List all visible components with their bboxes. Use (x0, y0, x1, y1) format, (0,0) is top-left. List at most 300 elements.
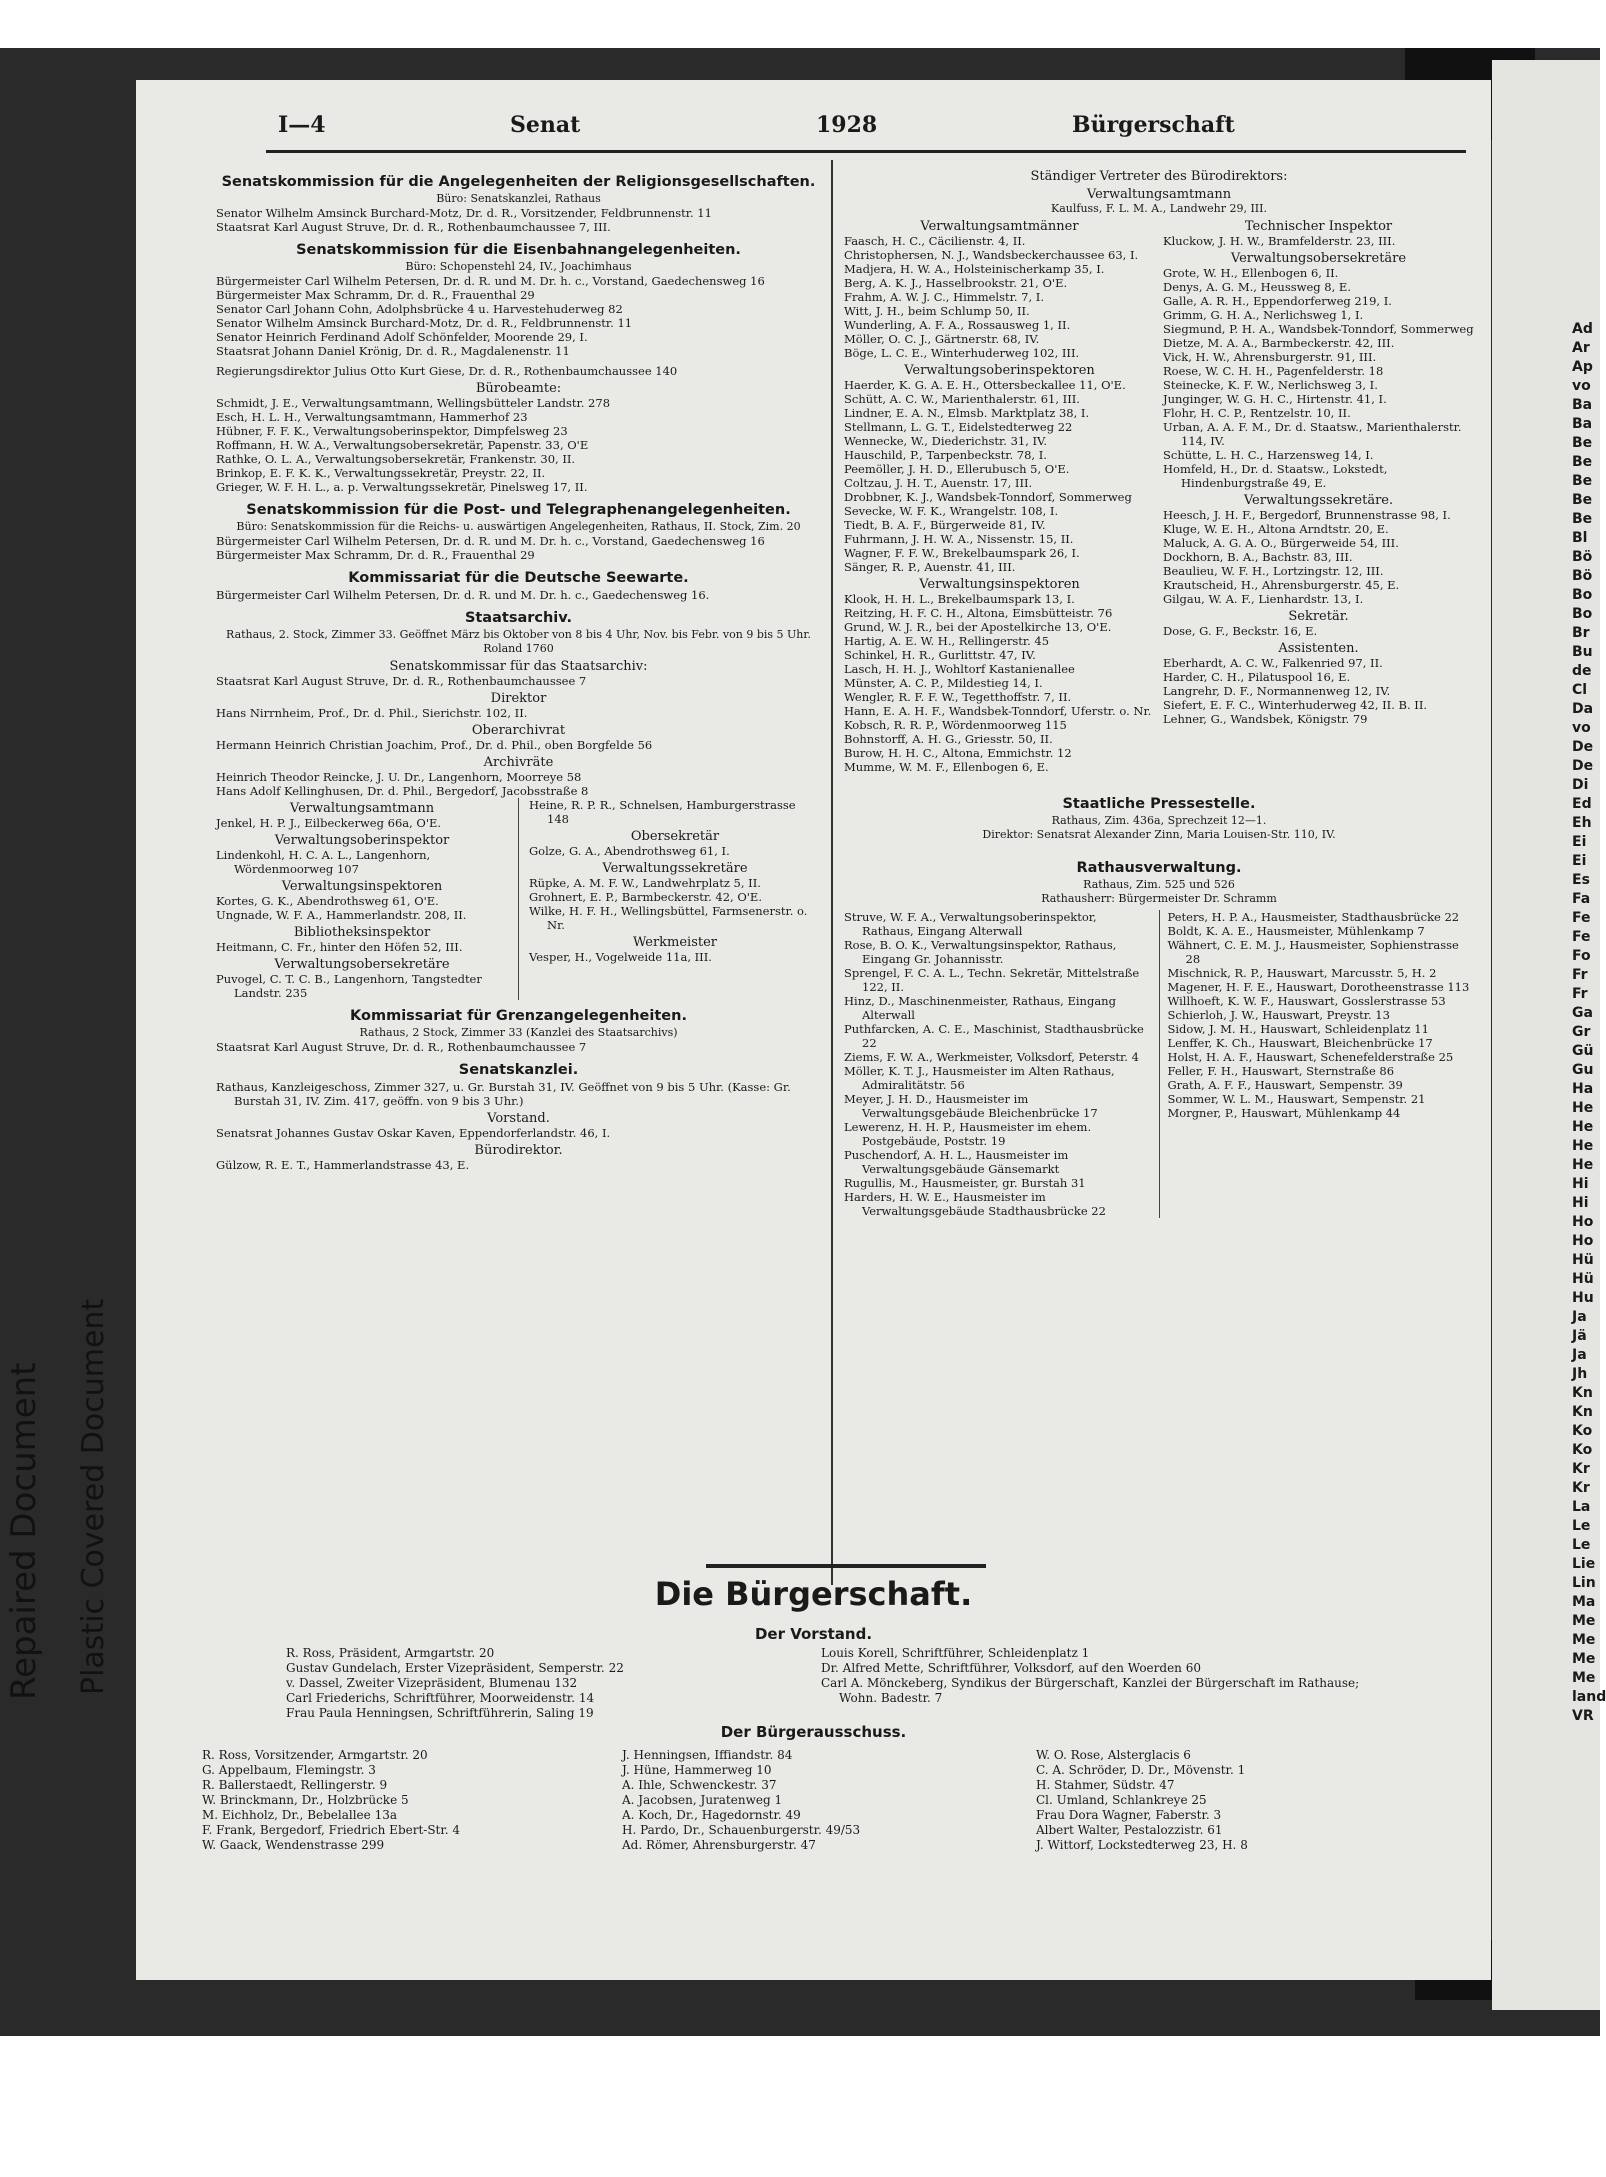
list-item: Rose, B. O. K., Verwaltungsinspektor, Rathaus, Eingang Gr. Johannisstr. (844, 938, 1117, 966)
list-item: Coltzau, J. H. T., Auenstr. 17, III. (844, 476, 1033, 490)
neighbor-line: Be (1572, 492, 1593, 508)
neighbor-line: Ha (1572, 1081, 1594, 1097)
subheading: Verwaltungsamtmann (289, 801, 435, 816)
list-item: Langrehr, D. F., Normannenweg 12, IV. (1163, 684, 1391, 698)
office-line: Rathaus, 2 Stock, Zimmer 33 (Kanzlei des Staatsarchivs) (359, 1026, 678, 1039)
document-page (136, 80, 1491, 1980)
list-item: A. Ihle, Schwenckestr. 37 (622, 1778, 777, 1792)
list-item: Carl Friederichs, Schriftführer, Moorweidenstr. 14 (286, 1691, 595, 1705)
neighbor-line: Fa (1572, 891, 1591, 907)
list-item: Rugullis, M., Hausmeister, gr. Burstah 31 (844, 1176, 1086, 1190)
entry: Hans Adolf Kellinghusen, Dr. d. Phil., Bergedorf, Jacobsstraße 8 (216, 784, 589, 798)
neighbor-line: land (1572, 1689, 1606, 1705)
neighbor-line: Cl (1572, 682, 1588, 698)
neighbor-line: Me (1572, 1613, 1596, 1629)
list-item: Peemöller, J. H. D., Ellerubusch 5, O'E. (844, 462, 1070, 476)
neighbor-line: Bu (1572, 644, 1593, 660)
list-item: Krautscheid, H., Ahrensburgerstr. 45, E. (1163, 578, 1400, 592)
list-item: Hann, E. A. H. F., Wandsbek-Tonndorf, Uferstr. o. Nr. (844, 704, 1152, 718)
neighbor-line: Da (1572, 701, 1594, 717)
list-item: Möller, O. C. J., Gärtnerstr. 68, IV. (844, 332, 1040, 346)
list-item: Kluge, W. E. H., Altona Arndtstr. 20, E. (1163, 522, 1389, 536)
subheading: Oberarchivrat (471, 723, 566, 738)
list-item: Rüpke, A. M. F. W., Landwehrplatz 5, II. (529, 876, 761, 890)
list-item: Möller, K. T. J., Hausmeister im Alten Rathaus, Admiralitätstr. 56 (844, 1064, 1115, 1092)
section-title: Staatliche Pressestelle. (1062, 796, 1256, 812)
list-item: Beaulieu, W. F. H., Lortzingstr. 12, III. (1163, 564, 1384, 578)
staff-columns (216, 798, 821, 1000)
entry: Kaulfuss, F. L. M. A., Landwehr 29, III. (1051, 202, 1267, 215)
list-item: Sänger, R. P., Auenstr. 41, III. (844, 560, 1016, 574)
list-item: Wagner, F. F. W., Brekelbaumspark 26, I. (844, 546, 1080, 560)
entry: Gülzow, R. E. T., Hammerlandstrasse 43, E. (216, 1158, 470, 1172)
list-item: Ad. Römer, Ahrensburgerstr. 47 (622, 1838, 816, 1852)
neighbor-line: vo (1572, 720, 1591, 736)
list-item: Schmidt, J. E., Verwaltungsamtmann, Wellingsbütteler Landstr. 278 (216, 396, 611, 410)
neighbor-line: Lie (1572, 1556, 1596, 1572)
neighbor-line: Ko (1572, 1442, 1593, 1458)
list-item: Mumme, W. M. F., Ellenbogen 6, E. (844, 760, 1049, 774)
list-item: Willhoeft, K. W. F., Hauswart, Gosslerstrasse 53 (1167, 994, 1446, 1008)
list-item: Grath, A. F. F., Hauswart, Sempenstr. 39 (1167, 1078, 1403, 1092)
list-item: Eberhardt, A. C. W., Falkenried 97, II. (1163, 656, 1383, 670)
adjacent-page (1492, 60, 1606, 2010)
entry: Staatsrat Karl August Struve, Dr. d. R., Rothenbaumchaussee 7, III. (216, 220, 611, 234)
list-item: Rathke, O. L. A., Verwaltungsobersekretär, Frankenstr. 30, II. (216, 452, 576, 466)
neighbor-line: Fe (1572, 910, 1591, 926)
section-title: Senatskommission für die Eisenbahnangelegenheiten. (296, 242, 741, 258)
split-rule (518, 798, 519, 1000)
list-item: Homfeld, H., Dr. d. Staatsw., Lokstedt, Hindenburgstraße 49, E. (1163, 462, 1388, 490)
staff-column-a (844, 216, 1155, 774)
entry: Regierungsdirektor Julius Otto Kurt Giese, Dr. d. R., Rothenbaumchaussee 140 (216, 364, 678, 378)
entry: Bürgermeister Max Schramm, Dr. d. R., Frauenthal 29 (216, 288, 535, 302)
list-item: H. Stahmer, Südstr. 47 (1036, 1778, 1175, 1792)
list-item: Heitmann, C. Fr., hinter den Höfen 52, III. (216, 940, 463, 954)
list-item: Mischnick, R. P., Hauswart, Marcusstr. 5, H. 2 (1167, 966, 1437, 980)
list-item: A. Jacobsen, Juratenweg 1 (622, 1793, 783, 1807)
entry: Staatsrat Karl August Struve, Dr. d. R., Rothenbaumchaussee 7 (216, 674, 587, 688)
list-item: Dr. Alfred Mette, Schriftführer, Volksdorf, auf den Woerden 60 (821, 1661, 1201, 1675)
list-item: Dockhorn, B. A., Bachstr. 83, III. (1163, 550, 1353, 564)
list-item: Peters, H. P. A., Hausmeister, Stadthausbrücke 22 (1167, 910, 1460, 924)
neighbor-line: Hu (1572, 1290, 1594, 1306)
neighbor-line: de (1572, 663, 1592, 679)
list-item: Christophersen, N. J., Wandsbeckerchaussee 63, I. (844, 248, 1139, 262)
header-year: 1928 (816, 112, 878, 138)
section-title: Staatsarchiv. (464, 610, 573, 626)
neighbor-line: Be (1572, 511, 1593, 527)
list-item: Holst, H. A. F., Hauswart, Schenefelderstraße 25 (1167, 1050, 1454, 1064)
neighbor-line: Fe (1572, 929, 1591, 945)
list-item: Drobbner, K. J., Wandsbek-Tonndorf, Sommerweg (844, 490, 1132, 504)
list-item: Morgner, P., Hauswart, Mühlenkamp 44 (1167, 1106, 1401, 1120)
neighbor-line: Br (1572, 625, 1590, 641)
neighbor-line: Hü (1572, 1252, 1594, 1268)
neighbor-line: Ja (1572, 1347, 1587, 1363)
list-item: Urban, A. A. F. M., Dr. d. Staatsw., Marienthalerstr. 114, IV. (1163, 420, 1462, 448)
list-item: Junginger, W. G. H. C., Hirtenstr. 41, I. (1163, 392, 1387, 406)
list-item: Dietze, M. A. A., Barmbeckerstr. 42, III. (1163, 336, 1395, 350)
list-item: Schinkel, H. R., Gurlittstr. 47, IV. (844, 648, 1036, 662)
list-item: H. Pardo, Dr., Schauenburgerstr. 49/53 (622, 1823, 861, 1837)
ausschuss-heading: Der Bürgerausschuss. (720, 1723, 907, 1741)
entry: Senator Carl Johann Cohn, Adolphsbrücke 4 u. Harvestehuderweg 82 (216, 302, 623, 316)
list-item: Hübner, F. F. K., Verwaltungsoberinspektor, Dimpfelsweg 23 (216, 424, 568, 438)
entry: Heinrich Theodor Reincke, J. U. Dr., Langenhorn, Moorreye 58 (216, 770, 582, 784)
entry: Senatsrat Johannes Gustav Oskar Kaven, Eppendorferlandstr. 46, I. (216, 1126, 611, 1140)
section-title: Senatskommission für die Post- und Telegraphenangelegenheiten. (246, 502, 791, 518)
list-item: Wengler, R. F. F. W., Tegetthoffstr. 7, II. (844, 690, 1072, 704)
list-item: Albert Walter, Pestalozzistr. 61 (1036, 1823, 1223, 1837)
list-item: Flohr, H. C. P., Rentzelstr. 10, II. (1163, 406, 1351, 420)
neighbor-line: Fr (1572, 967, 1588, 983)
list-item: M. Eichholz, Dr., Bebelallee 13a (202, 1808, 397, 1822)
neighbor-line: Ar (1572, 340, 1590, 356)
section-title: Kommissariat für Grenzangelegenheiten. (350, 1008, 687, 1024)
neighbor-line: VR (1572, 1708, 1594, 1724)
subheading: Verwaltungssekretäre. (1243, 493, 1394, 508)
entry: Rathausherr: Bürgermeister Dr. Schramm (1041, 892, 1277, 905)
neighbor-line: Kn (1572, 1385, 1593, 1401)
list-item: Grimm, G. H. A., Nerlichsweg 1, I. (1163, 308, 1364, 322)
entry: Senator Wilhelm Amsinck Burchard-Motz, Dr. d. R., Feldbrunnenstr. 11 (216, 316, 633, 330)
list-item: Hartig, A. E. W. H., Rellingerstr. 45 (844, 634, 1050, 648)
section-title: Rathausverwaltung. (1076, 860, 1242, 876)
list-item: Stellmann, L. G. T., Eidelstedterweg 22 (844, 420, 1073, 434)
list-item: Galle, A. R. H., Eppendorferweg 219, I. (1163, 294, 1392, 308)
list-item: Wilke, H. F. H., Wellingsbüttel, Farmsenerstr. o. Nr. (529, 904, 808, 932)
list-item: F. Frank, Bergedorf, Friedrich Ebert-Str. 4 (202, 1823, 461, 1837)
list-item: Fuhrmann, J. H. W. A., Nissenstr. 15, II. (844, 532, 1074, 546)
list-item: Lindner, E. A. N., Elmsb. Marktplatz 38, I. (844, 406, 1090, 420)
subheading: Verwaltungsobersekretäre (274, 957, 450, 972)
section-title: Senatskommission für die Angelegenheiten der Religionsgesellschaften. (221, 174, 816, 190)
list-item: Esch, H. L. H., Verwaltungsamtmann, Hammerhof 23 (216, 410, 528, 424)
list-item: Cl. Umland, Schlankreye 25 (1036, 1793, 1207, 1807)
neighbor-line: Gu (1572, 1062, 1594, 1078)
right-column (844, 166, 1474, 1218)
subheading: Vorstand. (487, 1111, 550, 1126)
subheading: Verwaltungsinspektoren (281, 879, 443, 894)
list-item: Grieger, W. F. H. L., a. p. Verwaltungssekretär, Pinelsweg 17, II. (216, 480, 588, 494)
list-item: Haerder, K. G. A. E. H., Ottersbeckallee 11, O'E. (844, 378, 1126, 392)
list-item: J. Wittorf, Lockstedterweg 23, H. 8 (1036, 1838, 1248, 1852)
list-item: C. A. Schröder, D. Dr., Mövenstr. 1 (1036, 1763, 1246, 1777)
buergerschaft-title: Die Bürgerschaft. (654, 1575, 973, 1613)
plastic-covered-label: Plastic Covered Document (76, 1298, 111, 1695)
list-item: Kluckow, J. H. W., Bramfelderstr. 23, III. (1163, 234, 1396, 248)
list-item: Grote, W. H., Ellenbogen 6, II. (1163, 266, 1339, 280)
neighbor-line: Me (1572, 1632, 1596, 1648)
subheading: Technischer Inspektor (1244, 219, 1393, 234)
neighbor-line: Ei (1572, 853, 1587, 869)
neighbor-line: Hi (1572, 1195, 1589, 1211)
ausschuss-list-b (622, 1748, 1002, 1853)
neighbor-line: Ja (1572, 1309, 1587, 1325)
subheading: Verwaltungssekretäre (602, 861, 748, 876)
subheading: Verwaltungsoberinspektoren (904, 363, 1095, 378)
neighbor-line: Bö (1572, 549, 1593, 565)
neighbor-line: Bl (1572, 530, 1588, 546)
neighbor-line: He (1572, 1100, 1594, 1116)
neighbor-line: Kr (1572, 1461, 1590, 1477)
list-item: Jenkel, H. P. J., Eilbeckerweg 66a, O'E. (216, 816, 442, 830)
header-right-title: Bürgerschaft (1072, 112, 1235, 138)
neighbor-line: Ko (1572, 1423, 1593, 1439)
neighbor-line: Ba (1572, 416, 1593, 432)
list-item: Schütt, A. C. W., Marienthalerstr. 61, III. (844, 392, 1080, 406)
staff-columns (844, 216, 1474, 774)
entry: Direktor: Senatsrat Alexander Zinn, Maria Louisen-Str. 110, IV. (982, 828, 1336, 841)
office-line: Rathaus, Zim. 525 und 526 (1083, 878, 1235, 891)
subheading: Verwaltungsamtmänner (920, 219, 1079, 234)
subheading: Direktor (490, 691, 547, 706)
list-item: Sommer, W. L. M., Hauswart, Sempenstr. 21 (1167, 1092, 1426, 1106)
neighbor-line: Ma (1572, 1594, 1596, 1610)
list-item: Puthfarcken, A. C. E., Maschinist, Stadthausbrücke 22 (844, 1022, 1144, 1050)
list-item: Frau Dora Wagner, Faberstr. 3 (1036, 1808, 1222, 1822)
list-item: W. Gaack, Wendenstrasse 299 (202, 1838, 385, 1852)
neighbor-line: Be (1572, 454, 1593, 470)
neighbor-line: Ba (1572, 397, 1593, 413)
neighbor-line: Jh (1572, 1366, 1588, 1382)
list-item: Burow, H. H. C., Altona, Emmichstr. 12 (844, 746, 1072, 760)
list-item: Heine, R. P. R., Schnelsen, Hamburgerstrasse 148 (529, 798, 796, 826)
list-item: Lenffer, K. Ch., Hauswart, Bleichenbrücke 17 (1167, 1036, 1433, 1050)
neighbor-line: Kn (1572, 1404, 1593, 1420)
ausschuss-list-a (202, 1748, 582, 1853)
entry: Staatsrat Karl August Struve, Dr. d. R., Rothenbaumchaussee 7 (216, 1040, 587, 1054)
subheading: Bibliotheksinspektor (293, 925, 431, 940)
subheading: Senatskommissar für das Staatsarchiv: (389, 659, 648, 674)
list-item: Heesch, J. H. F., Bergedorf, Brunnenstrasse 98, I. (1163, 508, 1451, 522)
list-item: R. Ross, Präsident, Armgartstr. 20 (286, 1646, 495, 1660)
list-item: Kortes, G. K., Abendrothsweg 61, O'E. (216, 894, 439, 908)
neighbor-line: Fo (1572, 948, 1591, 964)
list-item: Schütte, L. H. C., Harzensweg 14, I. (1163, 448, 1374, 462)
subheading: Bürodirektor. (474, 1143, 563, 1158)
neighbor-line: Be (1572, 435, 1593, 451)
list-item: W. O. Rose, Alsterglacis 6 (1036, 1748, 1191, 1762)
list-item: Frahm, A. W. J. C., Himmelstr. 7, I. (844, 290, 1044, 304)
subheading: Verwaltungsamtmann (1086, 187, 1232, 202)
list-item: Vesper, H., Vogelweide 11a, III. (529, 950, 712, 964)
list-item: Meyer, J. H. D., Hausmeister im Verwaltungsgebäude Bleichenbrücke 17 (844, 1092, 1098, 1120)
office-line: Rathaus, 2. Stock, Zimmer 33. Geöffnet März bis Oktober von 8 bis 4 Uhr, Nov. bis Febr. von 9 bis 5 Uhr. Roland 1760 (226, 628, 811, 655)
office-line: Büro: Schopenstehl 24, IV., Joachimhaus (405, 260, 632, 273)
list-item: Magener, H. F. E., Hauswart, Dorotheenstrasse 113 (1167, 980, 1470, 994)
list-item: Bohnstorff, A. H. G., Griesstr. 50, II. (844, 732, 1053, 746)
list-item: Maluck, A. G. A. O., Bürgerweide 54, III. (1163, 536, 1399, 550)
neighbor-line: Es (1572, 872, 1590, 888)
list-item: Ziems, F. W. A., Werkmeister, Volksdorf, Peterstr. 4 (844, 1050, 1139, 1064)
list-item: Grund, W. J. R., bei der Apostelkirche 13, O'E. (844, 620, 1112, 634)
list-item: Puschendorf, A. H. L., Hausmeister im Verwaltungsgebäude Gänsemarkt (844, 1148, 1069, 1176)
ausschuss-list-c (1036, 1748, 1456, 1853)
list-item: Münster, A. C. P., Mildestieg 14, I. (844, 676, 1043, 690)
list-item: Siefert, E. F. C., Winterhuderweg 42, II. B. II. (1163, 698, 1428, 712)
neighbor-line: Bo (1572, 606, 1593, 622)
list-item: Böge, L. C. E., Winterhuderweg 102, III. (844, 346, 1080, 360)
neighbor-line: Ei (1572, 834, 1587, 850)
neighbor-line: Ed (1572, 796, 1592, 812)
list-item: Harder, C. H., Pilatuspool 16, E. (1163, 670, 1351, 684)
subheading: Verwaltungsobersekretäre (1230, 251, 1407, 266)
neighbor-line: Me (1572, 1670, 1596, 1686)
neighbor-line: Bo (1572, 587, 1593, 603)
subheading: Bürobeamte: (475, 381, 562, 396)
office-line: Rathaus, Zim. 436a, Sprechzeit 12—1. (1051, 814, 1267, 827)
neighbor-line: Gr (1572, 1024, 1591, 1040)
list-item: Lehner, G., Wandsbek, Königstr. 79 (1163, 712, 1368, 726)
list-item: Kobsch, R. R. P., Wördenmoorweg 115 (844, 718, 1067, 732)
list-item: Struve, W. F. A., Verwaltungsoberinspektor, Rathaus, Eingang Alterwall (844, 910, 1097, 938)
neighbor-line: He (1572, 1157, 1594, 1173)
section-title: Kommissariat für die Deutsche Seewarte. (348, 570, 689, 586)
list-item: Lewerenz, H. H. P., Hausmeister im ehem. Postgebäude, Poststr. 19 (844, 1120, 1092, 1148)
list-item: Faasch, H. C., Cäcilienstr. 4, II. (844, 234, 1026, 248)
neighbor-line: Ap (1572, 359, 1593, 375)
list-item: J. Henningsen, Iffiandstr. 84 (622, 1748, 793, 1762)
staff-column-b (1168, 910, 1475, 1218)
subheading: Ständiger Vertreter des Bürodirektors: (1030, 169, 1288, 184)
page-header (136, 112, 1491, 148)
office-line: Büro: Senatskommission für die Reichs- u. auswärtigen Angelegenheiten, Rathaus, II. Stock, Zim. 20 (236, 520, 801, 533)
neighbor-line: Le (1572, 1537, 1591, 1553)
list-item: Schierloh, J. W., Hauswart, Preystr. 13 (1167, 1008, 1390, 1022)
list-item: Golze, G. A., Abendrothsweg 61, I. (529, 844, 730, 858)
entry: Hans Nirrnheim, Prof., Dr. d. Phil., Sierichstr. 102, II. (216, 706, 528, 720)
list-item: Grohnert, E. P., Barmbeckerstr. 42, O'E. (529, 890, 762, 904)
list-item: Lasch, H. H. J., Wohltorf Kastanienallee (844, 662, 1075, 676)
list-item: Gilgau, W. A. F., Lienhardstr. 13, I. (1163, 592, 1364, 606)
list-item: Tiedt, B. A. F., Bürgerweide 81, IV. (844, 518, 1046, 532)
staff-column-b (1163, 216, 1474, 774)
list-item: Sevecke, W. F. K., Wrangelstr. 108, I. (844, 504, 1059, 518)
neighbor-line: He (1572, 1119, 1594, 1135)
split-rule (1159, 910, 1160, 1218)
list-item: Louis Korell, Schriftführer, Schleidenplatz 1 (821, 1646, 1090, 1660)
entry: Bürgermeister Carl Wilhelm Petersen, Dr. d. R. und M. Dr. h. c., Gaedechensweg 16. (216, 588, 710, 602)
neighbor-line: vo (1572, 378, 1591, 394)
neighbor-line: La (1572, 1499, 1591, 1515)
list-item: Hinz, D., Maschinenmeister, Rathaus, Eingang Alterwall (844, 994, 1116, 1022)
subheading: Sekretär. (1288, 609, 1349, 624)
list-item: Witt, J. H., beim Schlump 50, II. (844, 304, 1030, 318)
section-title: Senatskanzlei. (458, 1062, 579, 1078)
list-item: Hauschild, P., Tarpenbeckstr. 78, I. (844, 448, 1047, 462)
list-item: Wennecke, W., Diederichstr. 31, IV. (844, 434, 1048, 448)
subheading: Obersekretär (630, 829, 720, 844)
list-item: Dose, G. F., Beckstr. 16, E. (1163, 624, 1318, 638)
header-rule (266, 150, 1466, 153)
list-item: Denys, A. G. M., Heussweg 8, E. (1163, 280, 1351, 294)
entry: Hermann Heinrich Christian Joachim, Prof., Dr. d. Phil., oben Borgfelde 56 (216, 738, 653, 752)
neighbor-line: Di (1572, 777, 1589, 793)
column-rule (831, 160, 833, 1585)
list-item: Harders, H. W. E., Hausmeister im Verwaltungsgebäude Stadthausbrücke 22 (844, 1190, 1106, 1218)
repaired-document-label: Repaired Document (4, 1362, 44, 1700)
list-item: Roffmann, H. W. A., Verwaltungsobersekretär, Papenstr. 33, O'E (216, 438, 589, 452)
list-item: Sidow, J. M. H., Hauswart, Schleidenplatz 11 (1167, 1022, 1429, 1036)
entry: Bürgermeister Max Schramm, Dr. d. R., Frauenthal 29 (216, 548, 535, 562)
list-item: A. Koch, Dr., Hagedornstr. 49 (622, 1808, 801, 1822)
header-left-title: Senat (510, 112, 581, 138)
list-item: Puvogel, C. T. C. B., Langenhorn, Tangstedter Landstr. 235 (216, 972, 482, 1000)
list-item: R. Ross, Vorsitzender, Armgartstr. 20 (202, 1748, 428, 1762)
vorstand-heading: Der Vorstand. (754, 1625, 873, 1643)
vorstand-list-b (821, 1646, 1381, 1706)
staff-columns (844, 910, 1474, 1218)
list-item: G. Appelbaum, Flemingstr. 3 (202, 1763, 376, 1777)
neighbor-line: Gü (1572, 1043, 1594, 1059)
list-item: Ungnade, W. F. A., Hammerlandstr. 208, II. (216, 908, 467, 922)
neighbor-line: Me (1572, 1651, 1596, 1667)
page-number: I—4 (278, 112, 326, 138)
neighbor-line: Hi (1572, 1176, 1589, 1192)
neighbor-line: Ad (1572, 321, 1593, 337)
list-item: Wunderling, A. F. A., Rossausweg 1, II. (844, 318, 1071, 332)
neighbor-line: Bö (1572, 568, 1593, 584)
list-item: Wähnert, C. E. M. J., Hausmeister, Sophienstrasse 28 (1167, 938, 1459, 966)
list-item: Gustav Gundelach, Erster Vizepräsident, Semperstr. 22 (286, 1661, 624, 1675)
subheading: Assistenten. (1278, 641, 1359, 656)
list-item: v. Dassel, Zweiter Vizepräsident, Blumenau 132 (286, 1676, 578, 1690)
list-item: J. Hüne, Hammerweg 10 (622, 1763, 772, 1777)
list-item: Sprengel, F. C. A. L., Techn. Sekretär, Mittelstraße 122, II. (844, 966, 1140, 994)
neighbor-line: De (1572, 739, 1594, 755)
neighbor-line: Fr (1572, 986, 1588, 1002)
left-column (216, 166, 821, 1172)
neighbor-line: He (1572, 1138, 1594, 1154)
list-item: Carl A. Mönckeberg, Syndikus der Bürgerschaft, Kanzlei der Bürgerschaft im Rathause; Wohn. Badestr. 7 (821, 1676, 1360, 1705)
list-item: Roese, W. C. H. H., Pagenfelderstr. 18 (1163, 364, 1384, 378)
neighbor-line: Lin (1572, 1575, 1596, 1591)
entry: Senator Heinrich Ferdinand Adolf Schönfelder, Moorende 29, I. (216, 330, 588, 344)
list-item: Brinkop, E. F. K. K., Verwaltungssekretär, Preystr. 22, II. (216, 466, 546, 480)
neighbor-line: Ho (1572, 1233, 1594, 1249)
subheading: Verwaltungsinspektoren (919, 577, 1080, 592)
list-item: W. Brinckmann, Dr., Holzbrücke 5 (202, 1793, 409, 1807)
neighbor-line: Le (1572, 1518, 1591, 1534)
list-item: Vick, H. W., Ahrensburgerstr. 91, III. (1163, 350, 1377, 364)
section-rule (706, 1564, 986, 1568)
list-item: Feller, F. H., Hauswart, Sternstraße 86 (1167, 1064, 1395, 1078)
staff-column-a (844, 910, 1151, 1218)
list-item: Frau Paula Henningsen, Schriftführerin, Saling 19 (286, 1706, 594, 1720)
list-item: Berg, A. K. J., Hasselbrookstr. 21, O'E. (844, 276, 1068, 290)
neighbor-line: Ho (1572, 1214, 1594, 1230)
neighbor-line: De (1572, 758, 1594, 774)
list-item: Lindenkohl, H. C. A. L., Langenhorn, Wördenmoorweg 107 (216, 848, 431, 876)
entry: Bürgermeister Carl Wilhelm Petersen, Dr. d. R. und M. Dr. h. c., Vorstand, Gaedechensweg 16 (216, 274, 765, 288)
list-item: Madjera, H. W. A., Holsteinischerkamp 35, I. (844, 262, 1105, 276)
neighbor-line: Hü (1572, 1271, 1594, 1287)
neighbor-line: Ga (1572, 1005, 1593, 1021)
list-item: Boldt, K. A. E., Hausmeister, Mühlenkamp 7 (1167, 924, 1425, 938)
neighbor-line: Jä (1572, 1328, 1587, 1344)
vorstand-list-a (286, 1646, 806, 1721)
neighbor-line: Be (1572, 473, 1593, 489)
neighbor-line: Eh (1572, 815, 1592, 831)
subheading: Verwaltungsoberinspektor (274, 833, 450, 848)
list-item: Klook, H. H. L., Brekelbaumspark 13, I. (844, 592, 1075, 606)
office-line: Büro: Senatskanzlei, Rathaus (436, 192, 601, 205)
neighbor-line: Kr (1572, 1480, 1590, 1496)
subheading: Archivräte (483, 755, 554, 770)
list-item: R. Ballerstaedt, Rellingerstr. 9 (202, 1778, 388, 1792)
